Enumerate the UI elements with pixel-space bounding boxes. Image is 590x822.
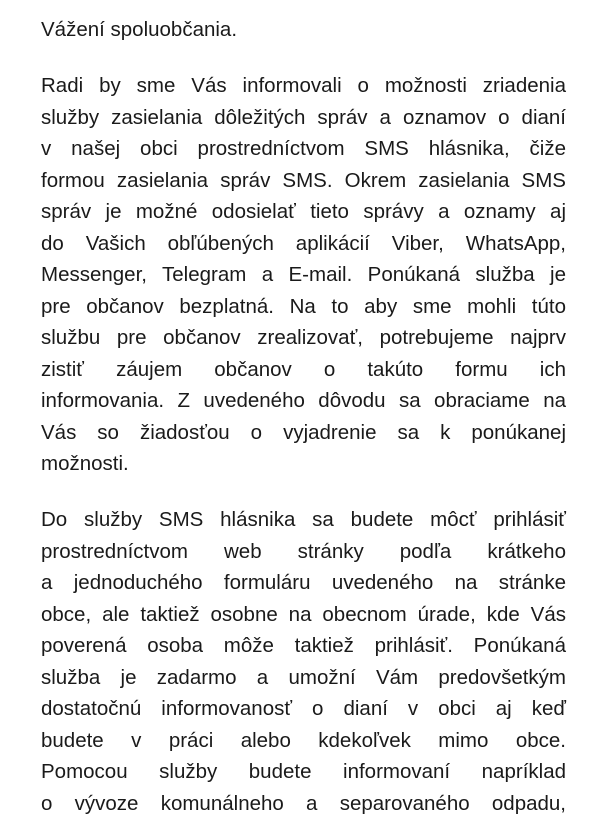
paragraph-2-line: služba je zadarmo a umožní Vám predovšetkým <box>41 665 566 689</box>
paragraph-1-line: informovania. Z uvedeného dôvodu sa obraciame na <box>41 389 566 412</box>
paragraph-1-line: služby zasielania dôležitých správ a oznamov o dianí <box>41 105 566 129</box>
paragraph-1-line: v našej obci prostredníctvom SMS hlásnika, čiže <box>41 137 566 160</box>
paragraph-2-line: Do služby SMS hlásnika sa budete môcť prihlásiť <box>41 508 566 531</box>
paragraph-1-line: službu pre občanov zrealizovať, potrebujeme najprv <box>41 326 566 349</box>
paragraph-1-line: pre občanov bezplatná. Na to aby sme mohli túto <box>41 294 566 318</box>
paragraph-1-line: formou zasielania správ SMS. Okrem zasielania SMS <box>41 168 566 192</box>
paragraph-1-line: správ je možné odosielať tieto správy a oznamy aj <box>41 200 566 223</box>
paragraph-2-line: o vývoze komunálneho a separovaného odpadu, <box>41 791 566 815</box>
paragraph-1-line: Vás so žiadosťou o vyjadrenie sa k ponúkanej <box>41 420 566 444</box>
paragraph-1 <box>41 70 566 480</box>
paragraph-1-line: zistiť záujem občanov o takúto formu ich <box>41 357 566 381</box>
paragraph-2-line: a jednoduchého formuláru uvedeného na stránke <box>41 571 566 594</box>
paragraph-2 <box>41 504 566 819</box>
paragraph-2-line: poverená osoba môže taktiež prihlásiť. Ponúkaná <box>41 634 566 657</box>
paragraph-2-line: budete v práci alebo kdekoľvek mimo obce. <box>41 728 566 752</box>
paragraph-2-line: Pomocou služby budete informovaní napríklad <box>41 760 566 783</box>
paragraph-2-line: prostredníctvom web stránky podľa krátkeho <box>41 539 566 563</box>
paragraph-2-line: dostatočnú informovanosť o dianí v obci aj keď <box>41 697 566 720</box>
paragraph-1-line: Messenger, Telegram a E-mail. Ponúkaná služba je <box>41 263 566 286</box>
paragraph-1-line: možnosti. <box>41 452 129 475</box>
paragraph-1-line: do Vašich obľúbených aplikácií Viber, WhatsApp, <box>41 231 566 255</box>
paragraph-1-line: Radi by sme Vás informovali o možnosti zriadenia <box>41 74 566 97</box>
paragraph-2-line: obce, ale taktiež osobne na obecnom úrade, kde Vás <box>41 602 566 626</box>
greeting-line: Vážení spoluobčania. <box>41 18 238 41</box>
greeting <box>41 14 566 46</box>
